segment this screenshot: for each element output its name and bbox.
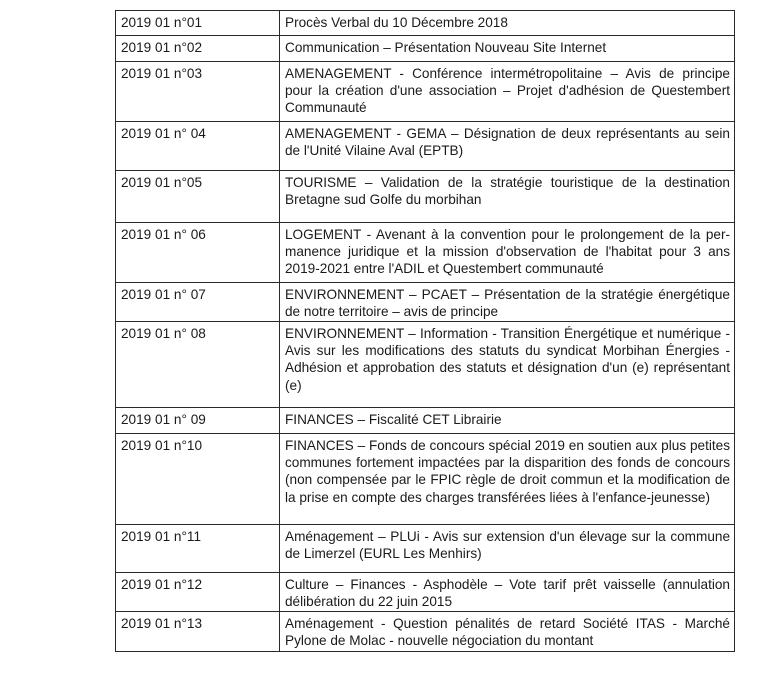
deliberations-document xyxy=(115,10,735,652)
table-row xyxy=(116,434,735,525)
deliberation-subject: Aménagement – PLUi - Avis sur extension d'un élevage sur la commune de Limerzel (EURL Les Menhirs) xyxy=(280,525,735,573)
deliberation-number: 2019 01 n° 04 xyxy=(116,122,280,171)
deliberation-number: 2019 01 n° 09 xyxy=(116,408,280,434)
table-row xyxy=(116,36,735,62)
table-row xyxy=(116,573,735,612)
deliberation-number: 2019 01 n°05 xyxy=(116,171,280,223)
deliberation-subject: LOGEMENT - Avenant à la convention pour le prolongement de la permanence juridique et la mission d'observation de l'habitat pour 3 ans 2019-2021 entre l'ADIL et Questembert communauté xyxy=(280,223,735,283)
deliberation-subject: TOURISME – Validation de la stratégie touristique de la destination Bretagne sud Golfe du morbihan xyxy=(280,171,735,223)
table-row xyxy=(116,171,735,223)
deliberation-subject: ENVIRONNEMENT – PCAET – Présentation de la stratégie énergétique de notre territoire – avis de principe xyxy=(280,283,735,322)
table-row xyxy=(116,525,735,573)
deliberation-number: 2019 01 n°02 xyxy=(116,36,280,62)
deliberation-number: 2019 01 n°13 xyxy=(116,612,280,652)
deliberation-subject: Communication – Présentation Nouveau Site Internet xyxy=(280,36,735,62)
deliberation-subject: Procès Verbal du 10 Décembre 2018 xyxy=(280,11,735,36)
deliberations-table xyxy=(115,10,735,652)
table-row xyxy=(116,11,735,36)
table-row xyxy=(116,408,735,434)
deliberation-subject: Aménagement - Question pénalités de retard Société ITAS - Marché Pylone de Molac - nouvelle négociation du montant xyxy=(280,612,735,652)
deliberation-subject: FINANCES – Fonds de concours spécial 2019 en soutien aux plus petites communes fortement impactées par la disparition des fonds de concours (non compensée par le FPIC règle de droit commun et la modification de la prise en compte des charges transférées liées à l'enfance-jeunesse) xyxy=(280,434,735,525)
deliberation-number: 2019 01 n°03 xyxy=(116,62,280,122)
deliberation-number: 2019 01 n° 06 xyxy=(116,223,280,283)
table-row xyxy=(116,122,735,171)
deliberation-number: 2019 01 n°11 xyxy=(116,525,280,573)
deliberation-subject: FINANCES – Fiscalité CET Librairie xyxy=(280,408,735,434)
deliberation-subject: Culture – Finances - Asphodèle – Vote tarif prêt vaisselle (annulation délibération du 22 juin 2015 xyxy=(280,573,735,612)
deliberation-subject: AMENAGEMENT - GEMA – Désignation de deux représentants au sein de l'Unité Vilaine Aval (EPTB) xyxy=(280,122,735,171)
deliberation-number: 2019 01 n° 07 xyxy=(116,283,280,322)
table-row xyxy=(116,612,735,652)
deliberation-number: 2019 01 n°10 xyxy=(116,434,280,525)
table-row xyxy=(116,62,735,122)
deliberation-number: 2019 01 n° 08 xyxy=(116,322,280,408)
table-row xyxy=(116,322,735,408)
table-row xyxy=(116,283,735,322)
deliberation-subject: ENVIRONNEMENT – Information - Transition Énergétique et numérique - Avis sur les modifications des statuts du syndicat Morbihan Énergies - Adhésion et approbation des statuts et désignation d'un (e) représentant (e) xyxy=(280,322,735,408)
deliberation-number: 2019 01 n°12 xyxy=(116,573,280,612)
deliberation-number: 2019 01 n°01 xyxy=(116,11,280,36)
deliberation-subject: AMENAGEMENT - Conférence intermétropolitaine – Avis de principe pour la création d'une association – Projet d'adhésion de Questembert Communauté xyxy=(280,62,735,122)
table-row xyxy=(116,223,735,283)
